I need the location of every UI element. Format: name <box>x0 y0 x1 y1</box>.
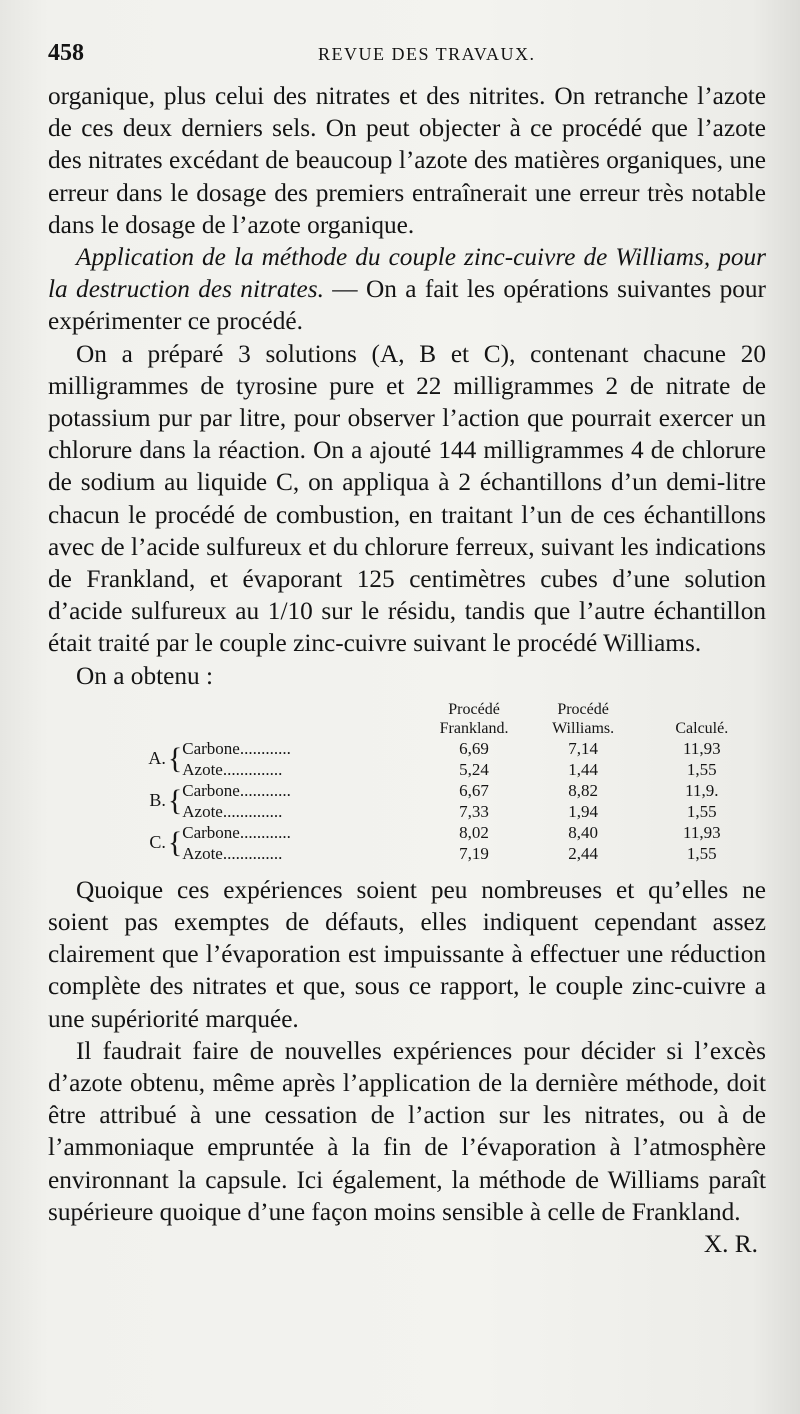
paragraph-5: Quoique ces expériences soient peu nombreuses et qu’elles ne soient pas exemptes de défauts, elles indiquent cependant assez clairement que l’évaporation est impuissante à effectuer une réduction complète des nitrates et que, sous ce rapport, le couple zinc-cuivre a une supériorité marquée. <box>48 875 766 1033</box>
paragraph-2 <box>48 241 766 338</box>
table-row: Azote.............. 7,33 1,94 1,55 <box>182 801 717 821</box>
running-title: REVUE DES TRAVAUX. <box>318 44 536 64</box>
signature: X. R. <box>703 1230 758 1259</box>
paragraph-2-text: — On a fait les opérations suivantes pour expérimenter ce procédé. <box>48 275 766 336</box>
table-row: B. { Carbone............ 6,67 8,82 11,9. <box>48 780 766 801</box>
section-heading: Application de la méthode du couple zinc-cuivre de Williams, pour la destruction des nitrates. <box>48 243 766 304</box>
paragraph-6: Il faudrait faire de nouvelles expériences pour décider si l’excès d’azote obtenu, même après l’application de la dernière méthode, doit être attribué à une cessation de l’action sur les nitrates, ou à de l’ammoniaque empruntée à la fin de l’évaporation à l’atmosphère environnant la capsule. Ici également, la méthode de Williams paraît supérieure quoique d’une façon moins sensible à celle de Frankland. <box>48 1036 766 1226</box>
group-label: A. <box>148 748 166 769</box>
page-number: 458 <box>48 40 84 66</box>
group-label: B. <box>149 790 166 811</box>
table-row: A. { Carbone............ 6,69 7,14 11,93 <box>48 738 766 759</box>
page-header <box>48 40 768 70</box>
paragraph-1: organique, plus celui des nitrates et des nitrites. On retranche l’azote de ces deux derniers sels. On peut objecter à ce procédé que l’azote des nitrates excédant de beaucoup l’azote des matières organiques, une erreur dans le dosage des premiers entraînerait une erreur très notable dans le dosage de l’azote organique. <box>48 82 766 239</box>
table-row: Azote.............. 5,24 1,44 1,55 <box>182 759 717 779</box>
col-frankland-header: Procédé Frankland. <box>439 700 509 737</box>
table-row: Azote.............. 7,19 2,44 1,55 <box>182 843 717 863</box>
col-williams-header: Procédé Williams. <box>552 700 615 737</box>
group-label: C. <box>149 832 166 853</box>
table-row: C. { Carbone............ 8,02 8,40 11,93 <box>48 822 766 843</box>
paragraph-3: On a préparé 3 solutions (A, B et C), contenant chacune 20 milligrammes de tyrosine pure et 22 milligrammes 2 de nitrate de potassium pur par litre, pour observer l’action que pourrait exercer un chlorure dans la réaction. On a ajouté 144 milligrammes 4 de chlorure de sodium au liquide C, on appliqua à 2 échantillons d’un demi-litre chacun le procédé de combustion, en traitant l’un de ces échantillons avec de l’acide sulfureux et du chlorure ferreux, suivant les indications de Frankland, et évaporant 125 centimètres cubes d’une solution d’acide sulfureux au 1/10 sur le résidu, tandis que l’autre échantillon était traité par le couple zinc-cuivre suivant le procédé Williams. <box>48 339 766 658</box>
paragraph-4: On a obtenu : <box>76 661 213 690</box>
results-table <box>48 700 766 864</box>
table-header-row <box>48 700 766 738</box>
col-calcule-header: Calculé. <box>675 719 729 737</box>
page-body <box>48 80 766 1260</box>
